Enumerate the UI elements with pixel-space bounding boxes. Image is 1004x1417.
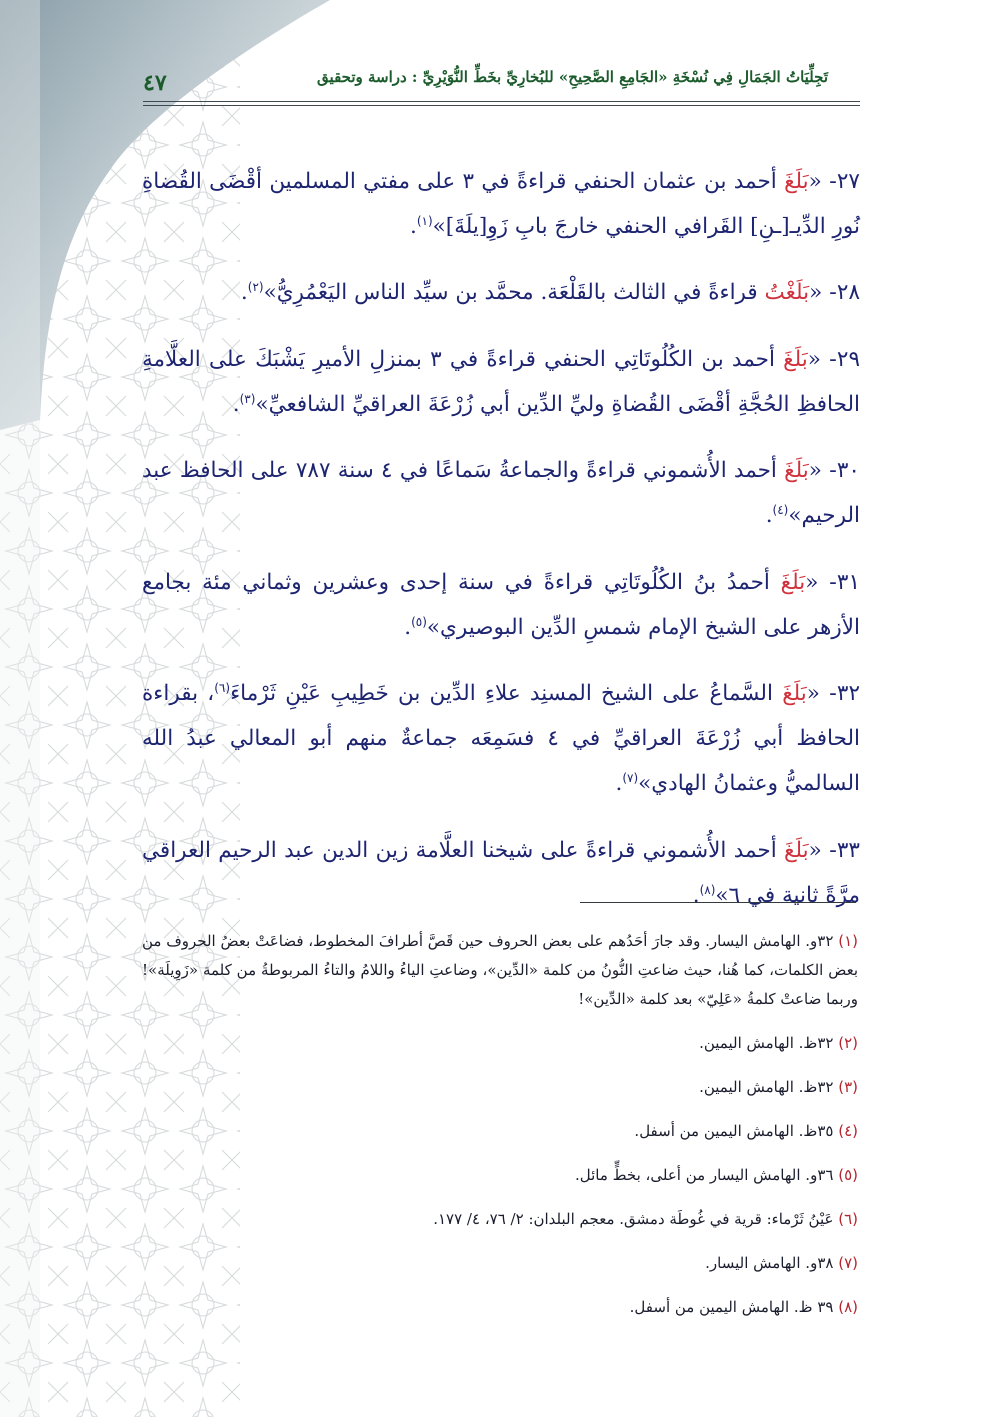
entry-end: .	[232, 391, 240, 417]
footnote-ref[interactable]: (٨)	[699, 882, 716, 897]
footnotes-list	[142, 912, 858, 1331]
entry-number: ٢٩-	[829, 346, 860, 372]
entry-33	[142, 828, 860, 918]
footnote-text: عَيْنُ ثَرْماء: قرية في غُوطَة دمشق. معجم البلدان: ٢/ ٧٦، ٤/ ١٧٧.	[433, 1210, 834, 1228]
footnote-number: (٥)	[838, 1166, 858, 1184]
entry-text: أحمد الأُشموني قراءةً والجماعةُ سَماعًا في ٤ سنة ٧٨٧ على الحافظ عبد الرحيم»	[142, 458, 860, 528]
footnote-number: (٧)	[838, 1254, 858, 1272]
entry-text-continued: ، بقراءة الحافظ أبي زُرْعَةَ العراقيِّ في ٤ فسَمِعَه جماعةٌ منهم أبو المعالي عبدُ الله السالميُّ وعثمانُ الهادي»	[142, 681, 860, 796]
entry-text: السَّماعُ على الشيخ المسنِد علاءِ الدِّين بن خَطِيبِ عَيْنِ ثَرْماءَ	[230, 681, 783, 706]
open-quote: «	[807, 346, 830, 372]
footnote-8	[142, 1293, 858, 1322]
entry-number: ٣٠-	[829, 458, 860, 483]
open-quote: «	[805, 569, 830, 595]
footnote-ref[interactable]: (٧)	[622, 770, 639, 785]
footnote-number: (٨)	[838, 1298, 858, 1316]
entry-end: .	[615, 771, 623, 796]
entry-text: أحمد بن عثمان الحنفي قراءةً في ٣ على مفتي المسلمين أقْضَى القُضاةِ نُورِ الدِّيـ[ـنِ] القَرافي الحنفي خارجَ بابِ زَوِ[يلَةَ]»	[142, 168, 860, 239]
open-quote: «	[809, 280, 830, 305]
entry-29	[142, 337, 860, 427]
entry-number: ٣٢-	[829, 681, 860, 706]
footnote-text: ٣٦و. الهامش اليسار من أعلى، بخطٍّ مائل.	[574, 1166, 834, 1184]
page-number: ٤٧	[143, 70, 167, 96]
entry-end: .	[765, 503, 773, 528]
entry-number: ٢٨-	[829, 280, 860, 305]
entry-text: أحمدُ بنُ الكُلُوتَاتِي قراءةً في سنة إحدى وعشرين وثماني مئة بجامع الأزهر على الشيخ الإمام شمسِ الدِّين البوصيري»	[142, 569, 860, 640]
footnote-7	[142, 1249, 858, 1278]
footnote-2	[142, 1029, 858, 1058]
highlight-word: بَلَغَ	[784, 837, 809, 863]
footnote-separator	[580, 902, 856, 903]
entry-end: .	[692, 882, 700, 908]
highlight-word: بَلَغَ	[780, 569, 806, 595]
entry-number: ٢٧-	[829, 168, 860, 194]
open-quote: «	[806, 681, 830, 706]
entry-text: أحمد بن الكُلُوتَاتِي الحنفي قراءةً في ٣ بمنزلِ الأميرِ يَشْبَكَ على العلَّامةِ الحافظِ الحُجَّةِ أقْضَى القُضاةِ وليِّ الدِّين أبي زُرْعَةَ العراقيِّ الشافعيِّ»	[142, 346, 860, 417]
entry-end: .	[240, 280, 248, 305]
footnote-text: ٣٥ظ. الهامش اليمين من أسفل.	[634, 1122, 834, 1140]
entry-end: .	[404, 614, 412, 640]
footnote-4	[142, 1117, 858, 1146]
entry-31	[142, 560, 860, 650]
footnote-text: ٣٨و. الهامش اليسار.	[705, 1254, 834, 1272]
open-quote: «	[808, 458, 830, 483]
footnote-6	[142, 1205, 858, 1234]
footnote-5	[142, 1161, 858, 1190]
open-quote: «	[808, 168, 830, 194]
entry-text: أحمد الأُشموني قراءةً على شيخنا العلَّامة زين الدين عبد الرحيم العراقي مرَّةً ثانية في ٦»	[142, 837, 860, 908]
running-title: تَجِلِّيَاتُ الجَمَالِ فِي نُسْخَةِ «الجَامِعِ الصَّحِيحِ» للبُخارِيِّ بخَطِّ النُّوَيْرِيِّ : دراسة وتحقيق	[317, 68, 828, 86]
highlight-word: بَلَغْتُ	[764, 280, 810, 305]
highlight-word: بَلَغَ	[784, 458, 809, 483]
entries-list	[142, 137, 860, 936]
footnote-ref[interactable]: (٢)	[247, 279, 264, 294]
highlight-word: بَلَغَ	[784, 168, 809, 194]
footnote-text: ٣٢ظ. الهامش اليمين.	[699, 1078, 834, 1096]
footnote-ref[interactable]: (٥)	[411, 614, 427, 629]
open-quote: «	[808, 837, 830, 863]
footnote-ref[interactable]: (٣)	[239, 391, 256, 406]
footnote-3	[142, 1073, 858, 1102]
entry-32	[142, 671, 860, 806]
entry-end: .	[409, 213, 417, 239]
entry-text: قراءةً في الثالث بالقَلْعَة. محمَّد بن سيِّد الناس اليَعْمُرِيُّ»	[263, 280, 765, 305]
footnote-ref[interactable]: (١)	[416, 213, 433, 228]
footnote-text: ٣٩ ظ. الهامش اليمين من أسفل.	[629, 1298, 834, 1316]
footnote-number: (٦)	[838, 1210, 858, 1228]
header-rule-bottom	[143, 105, 860, 106]
footnote-number: (٢)	[838, 1034, 858, 1052]
footnote-number: (٤)	[838, 1122, 858, 1140]
footnote-ref[interactable]: (٦)	[214, 680, 231, 695]
footnote-text: ٣٢ظ. الهامش اليمين.	[699, 1034, 834, 1052]
entry-number: ٣٣-	[829, 837, 860, 863]
entry-number: ٣١-	[829, 569, 860, 595]
entry-28	[142, 270, 860, 315]
entry-27	[142, 159, 860, 249]
footnote-text: ٣٢و. الهامش اليسار. وقد جارَ أحَدُهم على بعض الحروف حين قَصَّ أطرافَ المخطوط، فضاعَتْ بعضُ الحروف من بعض الكلمات، كما هُنا، حيث ضاعتِ النُّونُ من كلمة «الدِّين»، وضاعتِ الياءُ واللامُ والتاءُ المربوطةُ من كلمة «زَوِيلَة»! وربما ضاعتْ كلمةُ «عَلِيّ» بعد كلمة «الدِّين»!	[142, 932, 858, 1008]
header-rule-top	[143, 101, 860, 102]
highlight-word: بَلَغَ	[782, 681, 807, 706]
entry-30	[142, 448, 860, 538]
footnote-ref[interactable]: (٤)	[772, 502, 789, 517]
footnote-number: (٣)	[838, 1078, 858, 1096]
highlight-word: بَلَغَ	[783, 346, 808, 372]
footnote-1	[142, 927, 858, 1014]
footnote-number: (١)	[838, 932, 858, 950]
